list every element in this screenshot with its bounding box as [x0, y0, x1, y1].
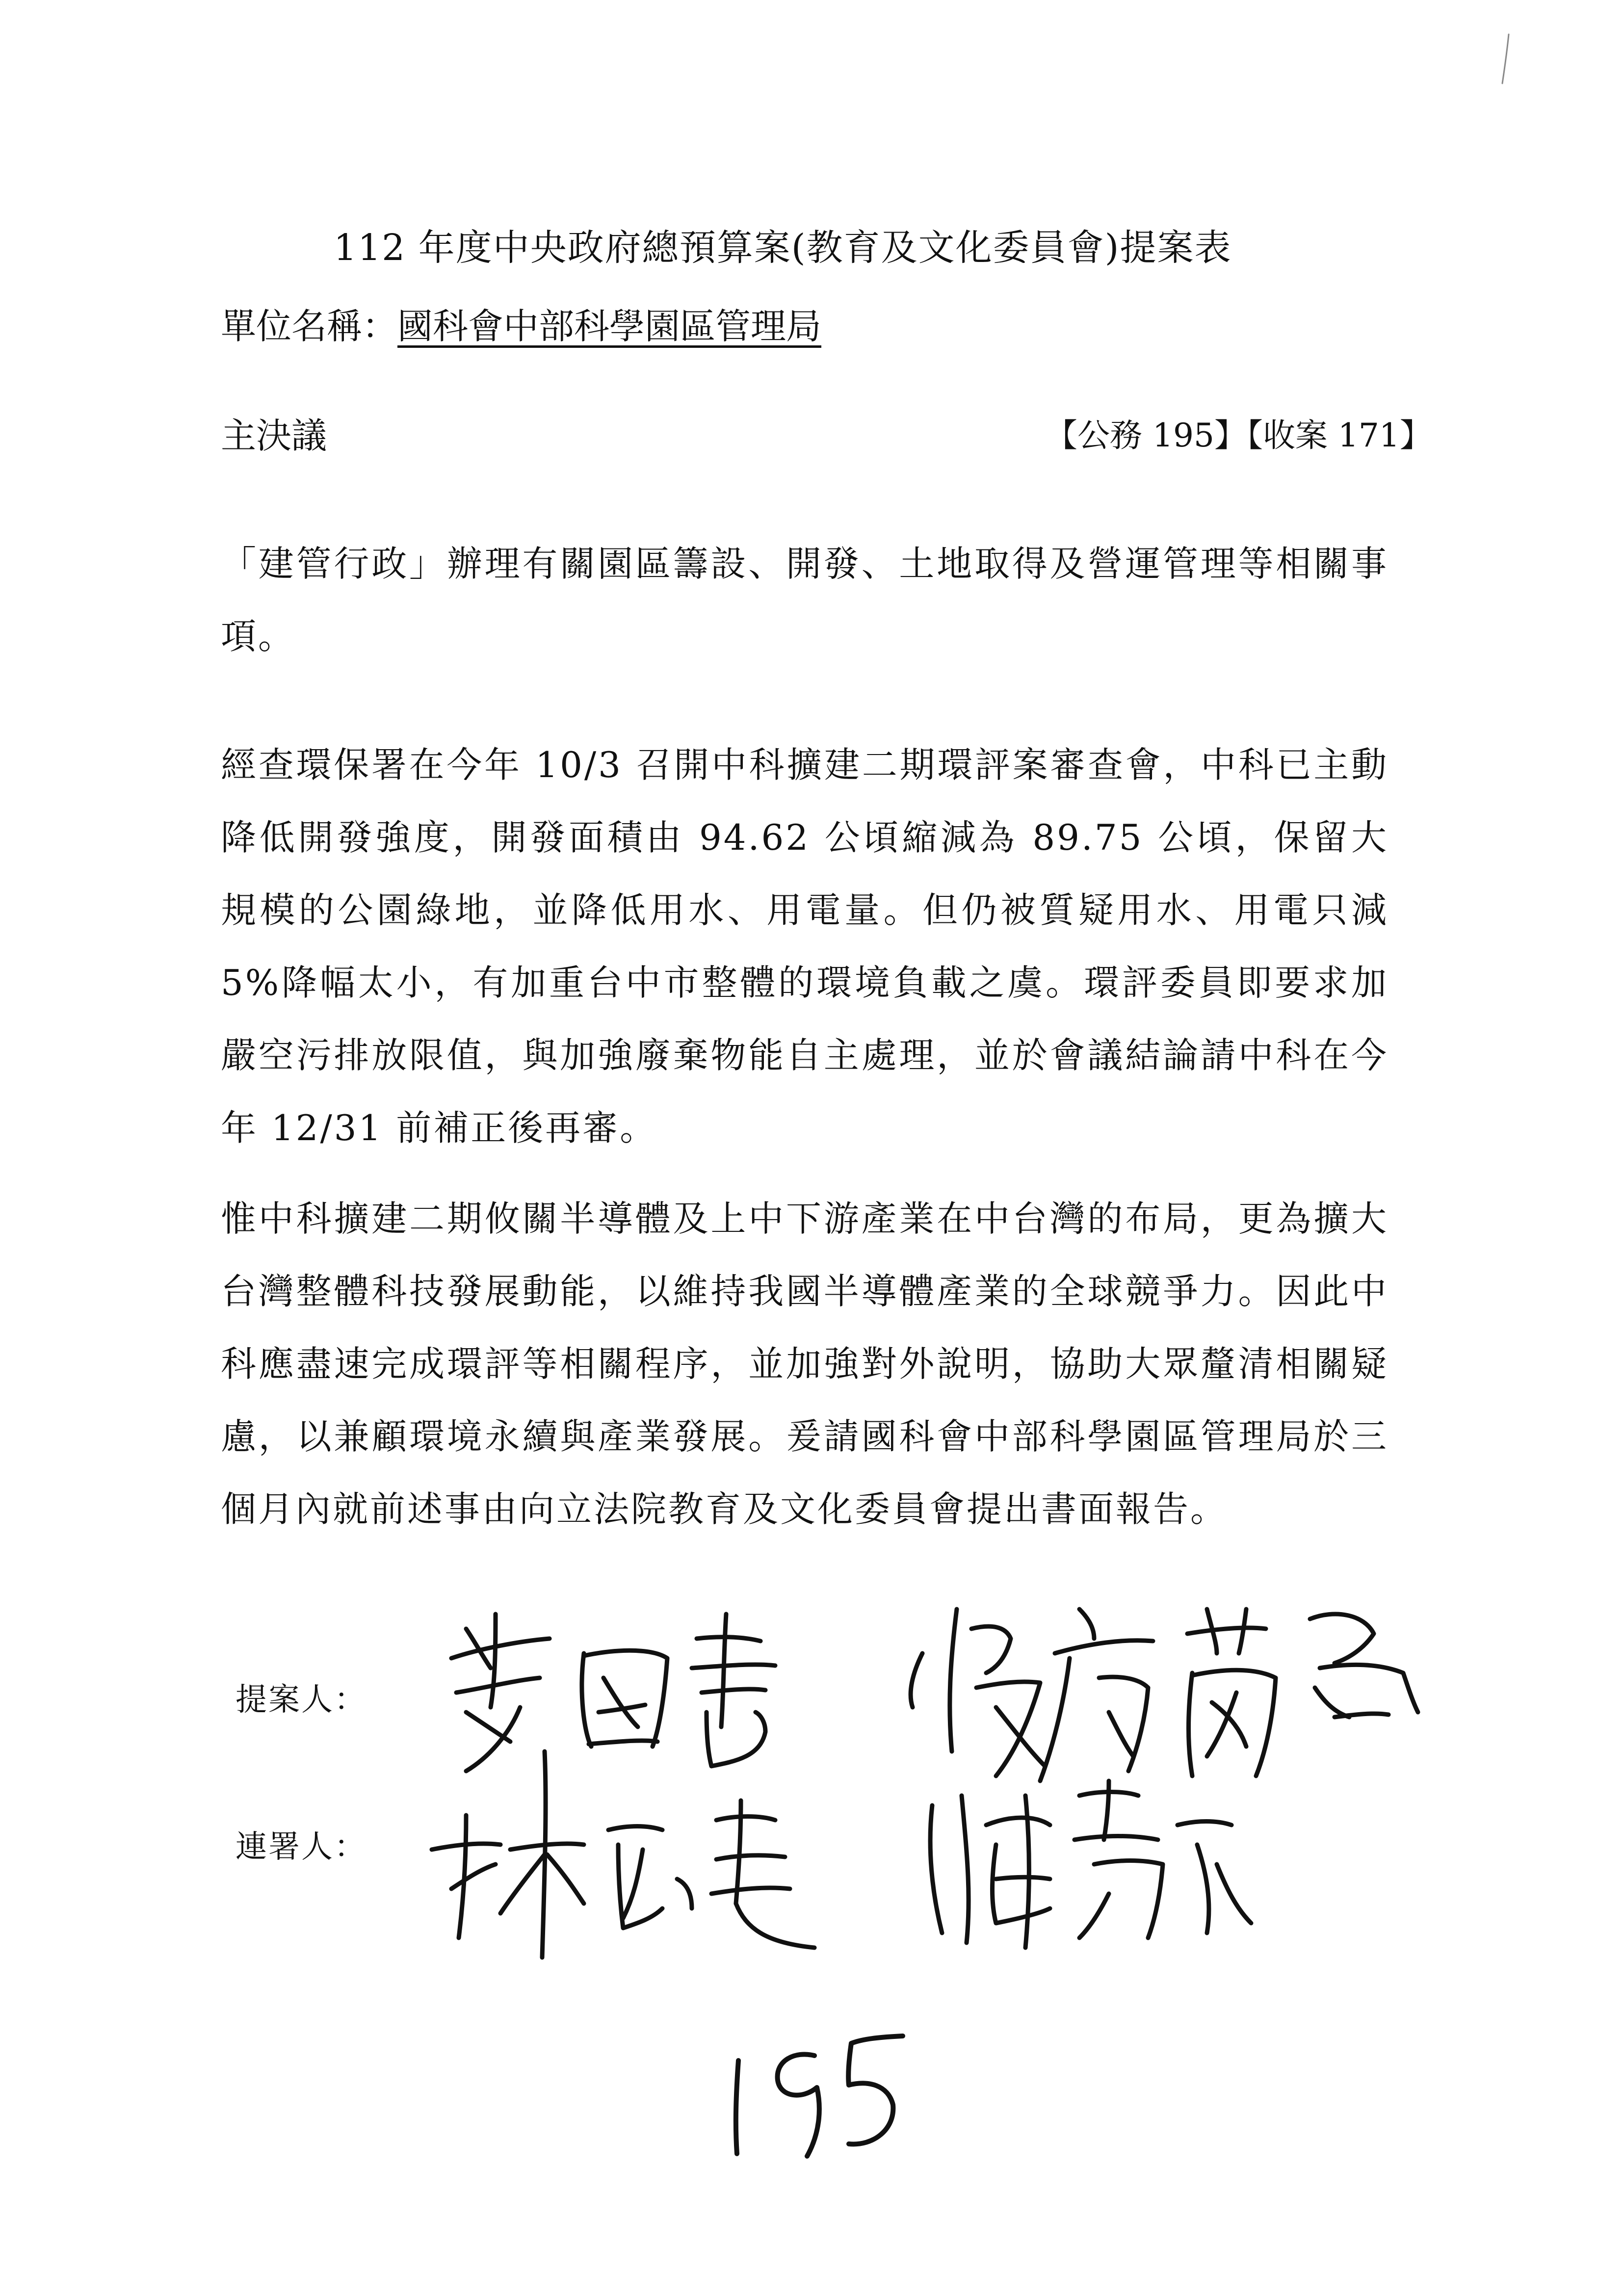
unit-row [221, 302, 821, 351]
handwritten-number [716, 2026, 913, 2164]
unit-label: 單位名稱： [221, 306, 398, 347]
resolution-label: 主決議 [221, 415, 327, 456]
cosigner-label: 連署人： [236, 1829, 367, 1865]
proposer-label: 提案人： [236, 1682, 367, 1718]
document-title: 112 年度中央政府總預算案(教育及文化委員會)提案表 [334, 227, 1232, 269]
paragraph-subject: 「建管行政」辦理有關園區籌設、開發、土地取得及營運管理等相關事項。 [221, 543, 1388, 657]
paragraph-request: 惟中科擴建二期攸關半導體及上中下游產業在中台灣的布局，更為擴大台灣整體科技發展動能，以維持我國半導體產業的全球競爭力。因此中科應盡速完成環評等相關程序，並加強對外說明，協助大眾釐清相關疑慮，以兼顧環境永續與產業發展。爰請國科會中部科學園區管理局於三個月內就前述事由向立法院教育及文化委員會提出書面報告。 [221, 1198, 1388, 1530]
case-reference: 【公務 195】【收案 171】 [1045, 417, 1432, 454]
stray-mark [1496, 29, 1516, 88]
paragraph-findings: 經查環保署在今年 10/3 召開中科擴建二期環評案審查會，中科已主動降低開發強度，開發面積由 94.62 公頃縮減為 89.75 公頃，保留大規模的公園綠地，並降低用水、用電量。但仍被質疑用水、用電只減 5%降幅太小，有加重台中市整體的環境負載之虞。環評委員即要求加嚴空污排放限值，與加強廢棄物能自主處理，並於會議結論請中科在今年 12/31 前補正後再審。 [221, 744, 1388, 1148]
proposer-signature-2 [893, 1590, 1433, 1796]
cosigner-signature-1 [422, 1732, 824, 1967]
unit-name: 國科會中部科學園區管理局 [397, 306, 822, 347]
cosigner-signature-2 [913, 1766, 1256, 1953]
